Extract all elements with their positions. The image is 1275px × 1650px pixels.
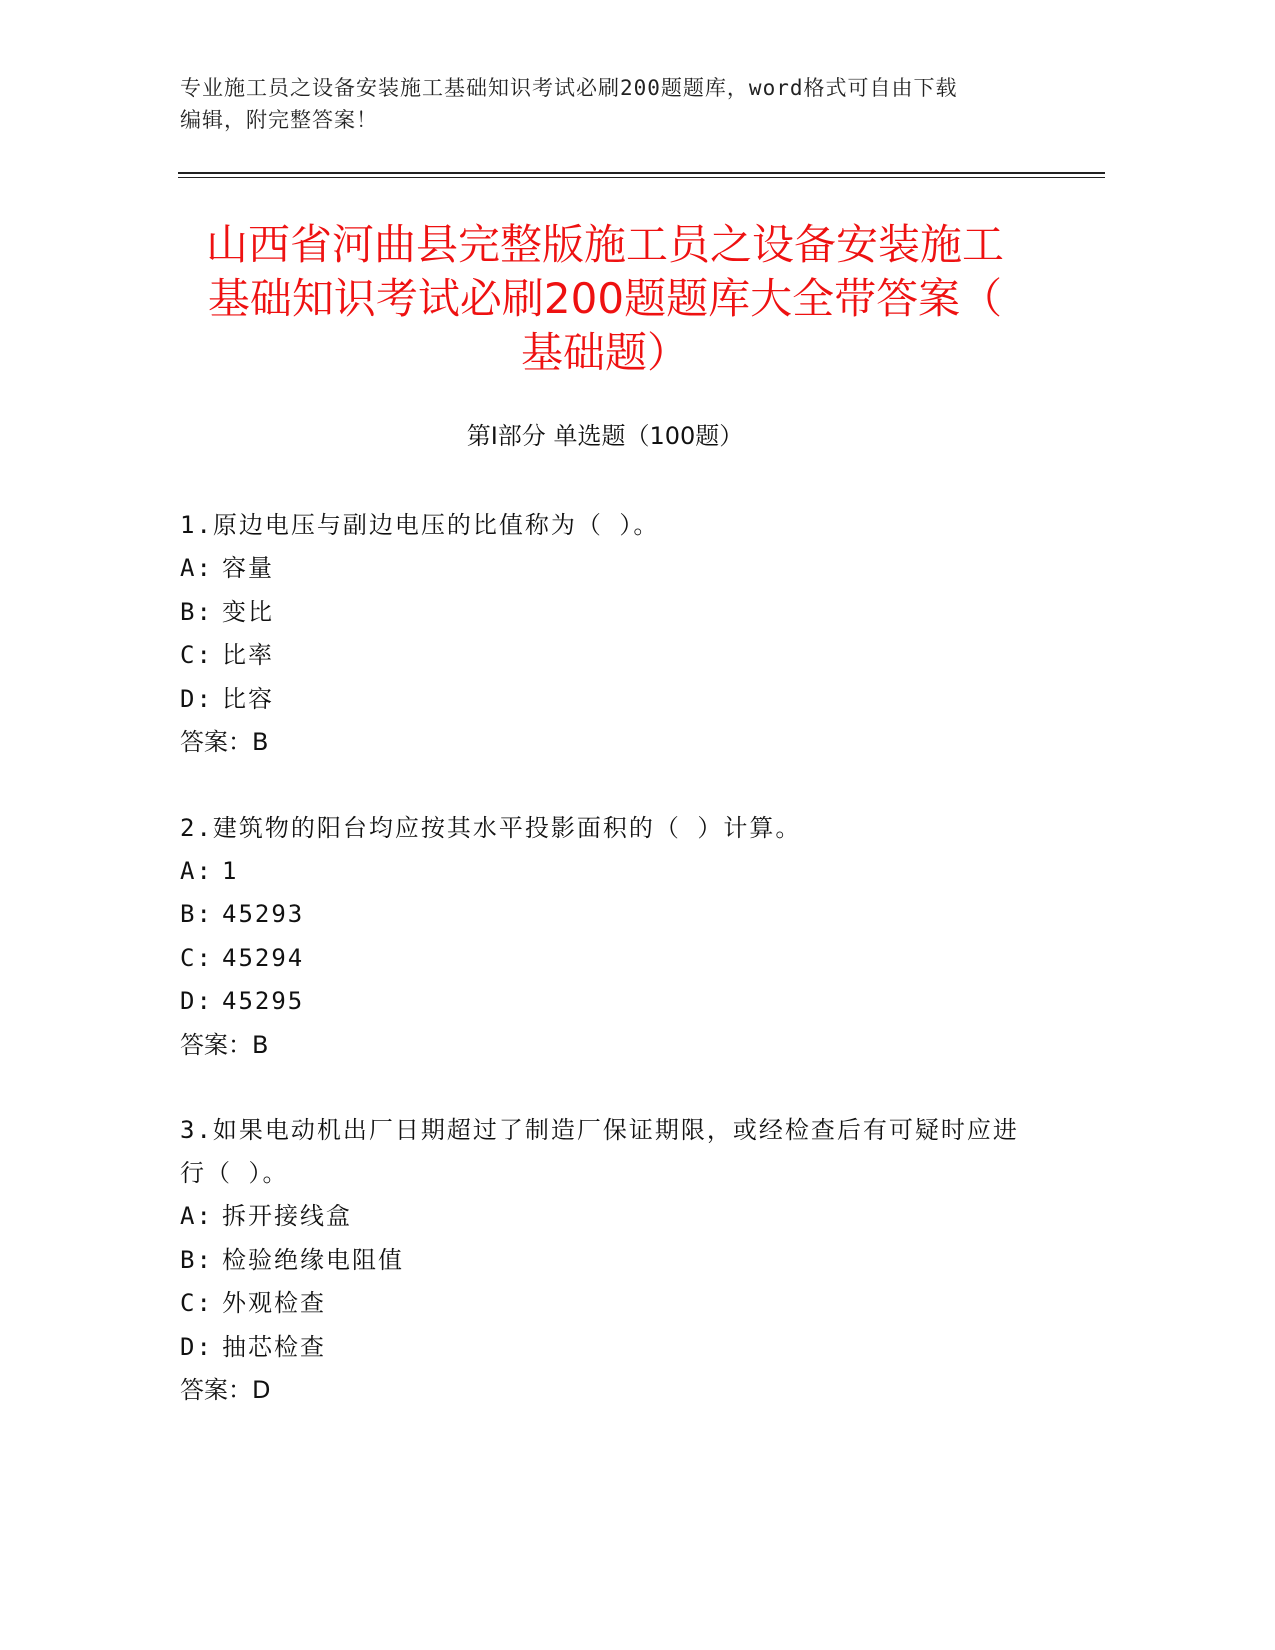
option-text: 45295 [222,987,305,1015]
option-d [180,678,1030,722]
document-title-line-2: 基础知识考试必刷200题题库大全带答案（ [207,274,1003,323]
option-d [180,980,1030,1024]
question-item [180,807,1030,1068]
option-key: B: [180,597,213,626]
option-b [180,893,1030,937]
option-text: 比率 [222,641,274,669]
option-text: 抽芯检查 [222,1332,326,1361]
question-stem: 1.原边电压与副边电压的比值称为（ ）。 [180,511,660,539]
option-text: 45293 [222,900,305,928]
option-text: 比容 [222,684,274,713]
option-key: D: [180,684,213,713]
option-text: 45294 [222,943,305,972]
question-answer: 答案：B [180,728,269,756]
option-text: 拆开接线盒 [222,1202,352,1230]
option-key: C: [180,641,213,669]
option-c [180,634,1030,678]
option-text: 1 [222,856,239,885]
option-a [180,547,1030,591]
option-key: D: [180,987,213,1015]
question-answer: 答案：D [180,1376,271,1404]
option-a [180,850,1030,894]
option-key: A: [180,856,213,885]
header-note-line-2: 编辑，附完整答案！ [180,108,378,132]
header-note [180,72,1060,136]
document-title [170,218,1040,380]
option-b [180,1239,1030,1283]
question-answer: 答案：B [180,1030,269,1059]
header-divider-thick [178,172,1105,174]
option-text: 变比 [222,597,274,626]
option-a [180,1195,1030,1239]
question-item [180,1109,1030,1413]
option-text: 检验绝缘电阻值 [222,1245,404,1274]
option-key: A: [180,554,213,582]
option-key: C: [180,943,213,972]
option-key: C: [180,1289,213,1317]
header-divider-thin [178,177,1105,178]
section-heading: 第Ⅰ部分 单选题（100题） [466,422,744,450]
document-title-line-1: 山西省河曲县完整版施工员之设备安装施工 [205,220,1004,269]
question-stem: 2.建筑物的阳台均应按其水平投影面积的（ ）计算。 [180,813,802,842]
option-key: A: [180,1202,213,1230]
option-c [180,1282,1030,1326]
header-note-line-1: 专业施工员之设备安装施工基础知识考试必刷200题题库，word格式可自由下载 [180,76,958,100]
option-c [180,937,1030,981]
option-text: 容量 [222,554,274,582]
option-text: 外观检查 [222,1289,326,1317]
option-key: D: [180,1332,213,1361]
option-key: B: [180,1245,213,1274]
option-b [180,591,1030,635]
option-d [180,1326,1030,1370]
question-stem: 3.如果电动机出厂日期超过了制造厂保证期限，或经检查后有可疑时应进行（ ）。 [180,1116,1019,1187]
option-key: B: [180,900,213,928]
question-list [180,504,1030,1455]
question-item [180,504,1030,765]
document-title-line-3: 基础题） [520,328,689,377]
